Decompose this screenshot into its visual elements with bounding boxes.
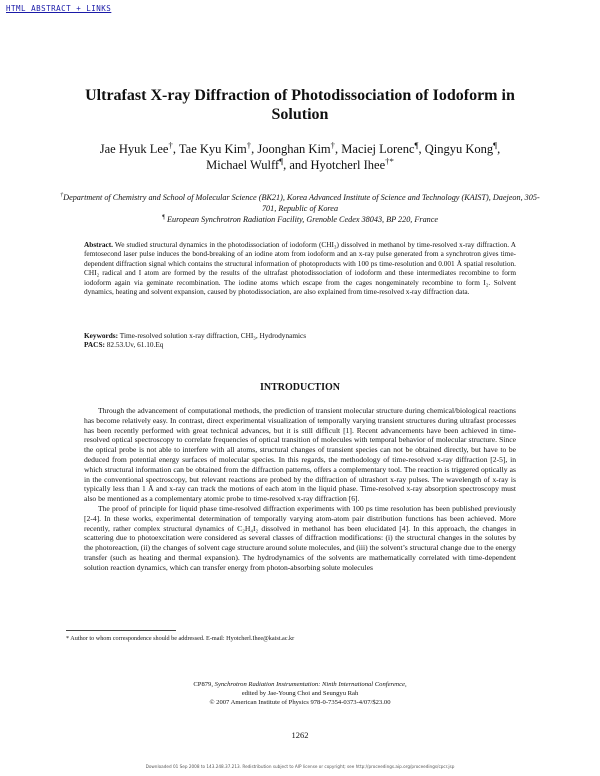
author-mark: †* [385,155,394,166]
author-name: Tae Kyu Kim [178,142,247,156]
paragraph: Through the advancement of computational methods, the prediction of transient molecular structure during chemical/biological reactions has become relatively easy. In contrast, direct experimental visualization of temporally varying transient structures during ultrafast processes has been recently performed with great technical advances, but it is still difficult [1]. Recent advancements have been achieved in time-resolved optical spectroscopy to correlate frequencies of optical transition of molecules with temporal behavior of molecular structure. Since the optical probe is not able to interfere with all atoms, structural changes of transient species can not be obtained directly, but have to be deduced from potential energy surfaces of molecular species. In this regards, the methodology of time-resolved x-ray diffraction [2-5], in which structural information can be obtained from the diffraction patterns, offers a complementary tool. The reaction is triggered optically as in the conventional spectroscopy, but relevant reactions are probed by the diffraction of ultrashort x-ray pulses. The wavelength of x-ray is typically less than 1 Å and x-ray can track the motions of each atom in the liquid phase. Time-resolved x-ray absorption spectroscopy must also be mentioned as a complementary atomic probe to time-resolved x-ray diffraction [6]. [84,406,516,504]
author-name: and Hyotcherl Ihee [289,158,386,172]
footnote-rule [66,630,176,631]
abstract-text: We studied structural dynamics in the photodissociation of iodoform (CHI₃) dissolved in methanol by time-resolved x-ray diffraction. A femtosecond laser pulse induces the bond-breaking of an iodine atom from iodoform and an x-ray pulse generated from a synchrotron gives time-dependent diffraction signal which contains the structural information of photoproducts with 100 ps time-resolution and 0.001 Å spatial resolution. CHI₂ radical and I atom are formed by the results of the ultrafast photodissociation of iodoform and these intermediates recombine to form iodoform again via geminate recombination. The iodine atoms which escape from the cages nongeminately recombine to form I₂. Solvent dynamics, heating and solvent expansion, caused by photodissociation, are also explained from time-resolved x-ray diffraction data. [84,240,516,297]
affiliation-kaist [60,192,540,214]
paragraph: The proof of principle for liquid phase time-resolved diffraction experiments with 100 ps time resolution has been published previously [2-4]. In these works, experimental determination of temporally varying atom-atom pair distribution functions has been achieved. More recently, rather complex structural dynamics of C₂H₄I₂ dissolved in methanol has been elucidated [4]. In this approach, the changes in scattering due to photoexcitation were considered as several classes of diffraction modifications: (i) the structural changes in the solutes by the photoreaction, (ii) the changes of solvent cage structure around solute molecules, and (iii) the solvent’s structural change due to the energy transfer (such as heating and thermal expansion). The hydrodynamics of the solvents are mathematically correlated with time-dependent solution reaction dynamics, which can transfer energy from photon-absorbing solute molecules [84,503,516,572]
author-mark: ¶ [414,139,419,150]
copyright-line: © 2007 American Institute of Physics 978-0-7354-0373-4/07/$23.00 [209,699,391,707]
author-name: Qingyu Kong [424,142,494,156]
author-list: Jae Hyuk Lee†, Tae Kyu Kim†, Joonghan Kim†, Maciej Lorenc¶, Qingyu Kong¶, Michael Wulff¶, and Hyotcherl Ihee†* [99,139,501,172]
author-mark: † [330,139,336,150]
affiliation-mark: † [60,192,64,199]
pubinfo-prefix: CP879, [193,681,215,688]
keywords-label: Keywords: [84,331,119,340]
abstract-label: Abstract. [84,240,113,249]
footnote: * Author to whom correspondence should be addressed. E-mail: Hyotcherl.Ihee@kaist.ac.kr [66,635,295,642]
affiliation-esrf [60,214,540,225]
affiliation-text: European Synchrotron Radiation Facility, Grenoble Cedex 38043, BP 220, France [164,215,439,224]
author-mark: ¶ [279,155,284,166]
section-heading: INTRODUCTION [259,382,340,393]
author-name: Joonghan Kim [257,142,331,156]
publication-info [150,680,450,708]
pacs-text: 82.53.Uv, 61.10.Eq [104,340,164,350]
pacs-label: PACS: [84,340,105,350]
keywords-block [84,331,516,350]
author-name: Michael Wulff [206,158,280,172]
paper-title: Ultrafast X-ray Diffraction of Photodissociation of Iodoform in Solution [85,87,515,123]
download-note: Downloaded 01 Sep 2008 to 143.248.37.213. Redistribution subject to AIP license or copyright; see http://proceedings.aip.org/proceedings/cpcr.jsp [145,764,455,769]
affiliation-text: Department of Chemistry and School of Molecular Science (BK21), Korea Advanced Institute of Science and Technology (KAIST), Daejeon, 305-701, Republic of Korea [63,193,540,213]
author-mark: † [168,139,173,150]
affiliation-mark: ¶ [161,214,165,221]
affiliations [60,192,540,225]
abstract [84,240,516,296]
pubinfo-suffix: , [404,681,407,688]
author-name: Maciej Lorenc [341,142,415,156]
editors-line: edited by Jae-Young Choi and Seungyu Rah [241,690,359,698]
author-name: Jae Hyuk Lee [99,142,169,156]
body-text [84,406,516,573]
author-mark: ¶ [493,139,498,150]
keywords-text: Time-resolved solution x-ray diffraction, CHI₃, Hydrodynamics [118,331,307,340]
author-mark: † [246,139,252,150]
conference-name: Synchrotron Radiation Instrumentation: Ninth International Conference [214,681,405,688]
html-abstract-links[interactable]: HTML ABSTRACT + LINKS [6,4,112,13]
page-number: 1262 [291,730,309,740]
